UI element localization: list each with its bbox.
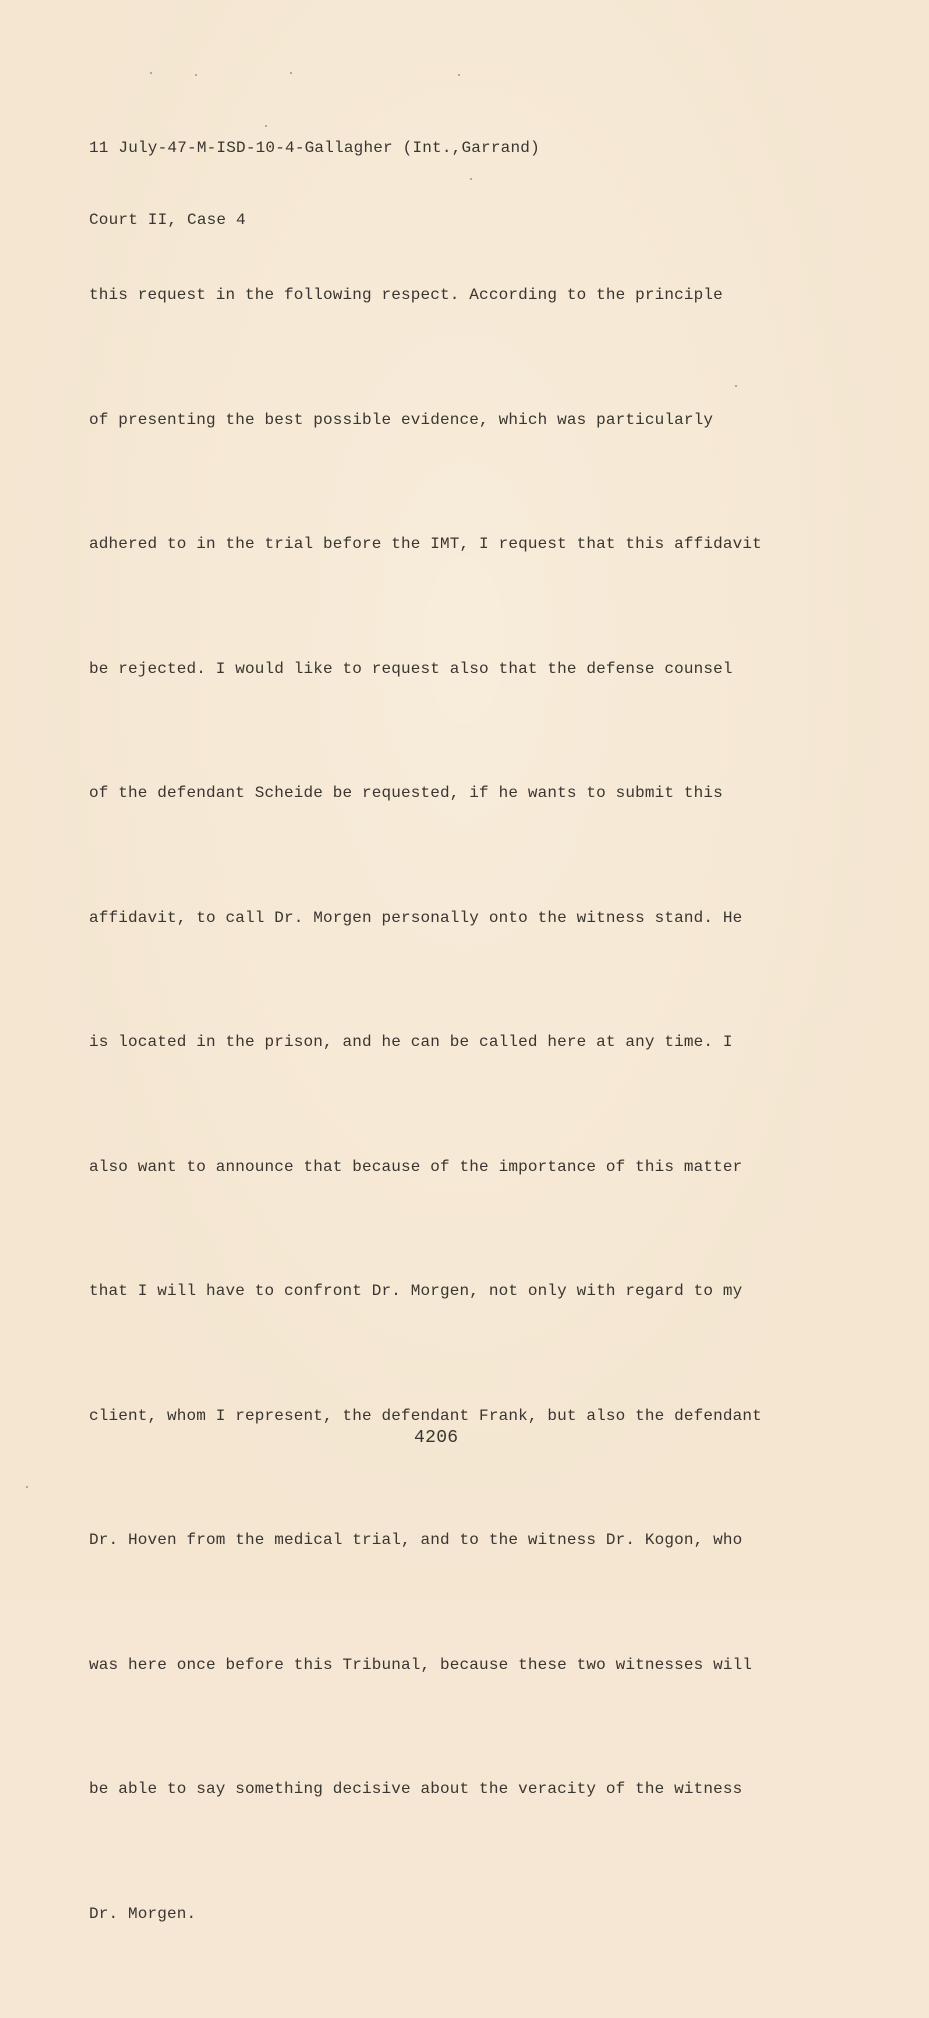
transcript-line: was here once before this Tribunal, because these two witnesses will bbox=[89, 1655, 753, 1674]
paper-speck bbox=[265, 125, 267, 127]
transcript-line: Dr. Morgen. bbox=[89, 1904, 197, 1923]
transcript-line: of presenting the best possible evidence, which was particularly bbox=[89, 410, 714, 429]
transcript-body bbox=[89, 192, 899, 2018]
page-number: 4206 bbox=[414, 1428, 459, 1448]
paper-speck bbox=[26, 1486, 28, 1488]
paper-speck bbox=[470, 178, 472, 180]
transcript-line: of the defendant Scheide be requested, if he wants to submit this bbox=[89, 784, 723, 802]
paper-speck bbox=[735, 385, 737, 387]
transcript-line: be rejected. I would like to request also that the defense counsel bbox=[89, 659, 733, 678]
transcript-line: be able to say something decisive about the veracity of the witness bbox=[89, 1780, 743, 1798]
paper-speck bbox=[458, 74, 460, 76]
paper-speck bbox=[195, 74, 197, 76]
paper-speck bbox=[290, 72, 292, 74]
transcript-line: adhered to in the trial before the IMT, I request that this affidavit bbox=[89, 535, 762, 553]
transcript-line: affidavit, to call Dr. Morgen personally onto the witness stand. He bbox=[89, 908, 743, 927]
paper-speck bbox=[150, 72, 152, 74]
transcript-line: client, whom I represent, the defendant Frank, but also the defendant bbox=[89, 1406, 762, 1425]
header-citation: 11 July-47-M-ISD-10-4-Gallagher (Int.,Garrand) bbox=[89, 139, 540, 157]
transcript-line: this request in the following respect. According to the principle bbox=[89, 286, 723, 304]
transcript-line: Dr. Hoven from the medical trial, and to the witness Dr. Kogon, who bbox=[89, 1531, 743, 1549]
header-court-case: Court II, Case 4 bbox=[89, 211, 246, 229]
transcript-line: is located in the prison, and he can be called here at any time. I bbox=[89, 1033, 733, 1051]
transcript-line: also want to announce that because of the importance of this matter bbox=[89, 1157, 743, 1176]
transcript-line: that I will have to confront Dr. Morgen, not only with regard to my bbox=[89, 1282, 743, 1300]
